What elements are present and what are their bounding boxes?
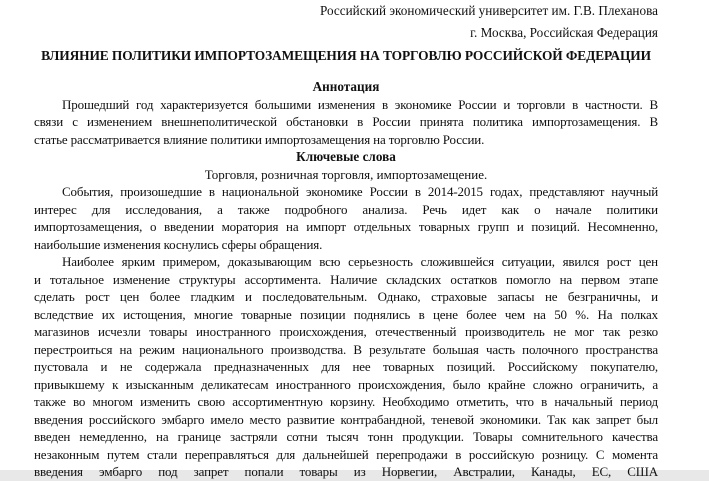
- paragraph-line: вследствие их истощения, многие товарные позиции поднялись в цене более чем на 50 %. На полках: [34, 306, 658, 322]
- paragraph-line: привыкшему к изысканным деликатесам иностранного происхождения, было крайне сложно ограничить, а: [34, 376, 658, 392]
- paragraph-line: перестроиться на режим национального производства. В результате большая часть полочного пространства: [34, 341, 658, 357]
- paragraph-line: магазинов исчезли товары иностранного происхождения, отечественный производитель не мог так резко: [34, 324, 658, 339]
- affiliation-line-2: г. Москва, Российская Федерация: [470, 25, 658, 40]
- paper-title: ВЛИЯНИЕ ПОЛИТИКИ ИМПОРТОЗАМЕЩЕНИЯ НА ТОРГОВЛЮ РОССИЙСКОЙ ФЕДЕРАЦИИ: [41, 48, 651, 63]
- paragraph-line: импортозамещения, о введении моратория на импорт отдельных товарных групп и позиций. Несомненно,: [34, 219, 658, 234]
- abstract-heading: Аннотация: [312, 79, 380, 94]
- paragraph-line: введен немедленно, на границе застряли сотни тысяч тонн продукции. Товары сомнительного качества: [34, 429, 658, 444]
- paragraph-line: введения эмбарго под запрет попали товары из Норвегии, Австралии, Канады, ЕС, США: [34, 464, 658, 479]
- paragraph-line: введения российского эмбарго имело место развитие контрабандной, теневой экономики. Так как запрет был: [34, 411, 658, 427]
- paragraph-line: также во многом изменить свою ассортиментную корзину. Необходимо отметить, что в начальный период: [34, 394, 658, 409]
- paragraph-line: незаконным путем стали переправляться для дальнейшей перепродажи в российскую розницу. С момента: [34, 446, 658, 462]
- abstract-paragraph: [34, 96, 658, 149]
- paragraph-line: связи с изменением внешнеполитической обстановки в России принята политика импортозамещения. В: [34, 114, 658, 129]
- paragraph-line: и тотальное изменение структуры ассортимента. Наличие складских остатков помогло на первом этапе: [34, 271, 658, 287]
- keywords-text: Торговля, розничная торговля, импортозамещение.: [204, 166, 488, 182]
- paragraph-line: Наиболее ярким примером, доказывающим всю серьезность сложившейся ситуации, явился рост цен: [62, 254, 658, 269]
- body-paragraphs: [34, 183, 658, 481]
- paragraph-line: сделать рост цен более гладким и последовательным. Однако, страховые запасы не безграничны, и: [34, 289, 658, 304]
- paragraph-line: наибольшие изменения коснулись сферы обращения.: [34, 236, 323, 252]
- affiliation-line-1: Российский экономический университет им. Г.В. Плеханова: [319, 3, 658, 18]
- keywords-heading: Ключевые слова: [296, 149, 396, 164]
- paragraph-line: События, произошедшие в национальной экономике России в 2014-2015 годах, представляют научный: [62, 184, 658, 199]
- paragraph-line: Прошедший год характеризуется большими изменения в экономике России и торговли в частности. В: [62, 96, 658, 112]
- paragraph-line: статье рассматривается влияние политики импортозамещения на торговлю России.: [34, 131, 485, 147]
- paragraph-line: интерес для исследования, а также подробного анализа. Речь идет как о начале политики: [34, 201, 658, 217]
- paragraph-line: пустовала и не содержала предназначенных для нее товарных позиций. Российскому покупателю,: [34, 359, 658, 374]
